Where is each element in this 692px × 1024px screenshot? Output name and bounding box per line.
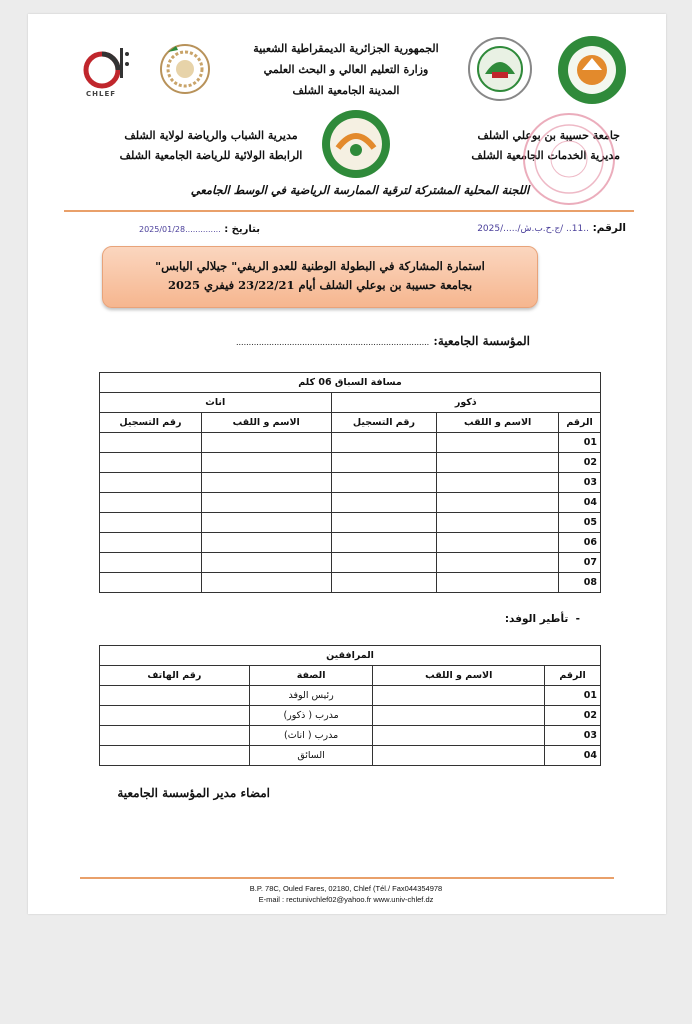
race-cell-male-name[interactable] bbox=[437, 513, 559, 533]
logo-caption: CHLEF bbox=[86, 90, 117, 98]
race-cell-female-reg[interactable] bbox=[100, 513, 202, 533]
race-cell-female-name[interactable] bbox=[201, 473, 331, 493]
institution-dots: ............................................................................ bbox=[235, 338, 430, 347]
race-cell-num: 06 bbox=[559, 533, 601, 553]
escort-row bbox=[100, 706, 601, 726]
race-row bbox=[100, 493, 601, 513]
escort-caption: المرافقين bbox=[100, 646, 601, 666]
race-cell-num: 05 bbox=[559, 513, 601, 533]
race-cell-num: 02 bbox=[559, 453, 601, 473]
race-cell-male-reg[interactable] bbox=[331, 573, 437, 593]
race-cell-num: 01 bbox=[559, 433, 601, 453]
signature-label: امضاء مدير المؤسسة الجامعية bbox=[117, 786, 270, 800]
escort-col-role: الصفة bbox=[249, 666, 373, 686]
escort-row bbox=[100, 726, 601, 746]
youth-directorate: مديرية الشباب والرياضة لولاية الشلف bbox=[124, 129, 298, 142]
escort-cell-name[interactable] bbox=[373, 686, 545, 706]
escort-cell-num: 02 bbox=[545, 706, 601, 726]
ref-date-label: بتاريخ : bbox=[224, 224, 260, 235]
col-male-reg: رقم التسجيل bbox=[331, 413, 437, 433]
escort-cell-role: رئيس الوفد bbox=[249, 686, 373, 706]
race-cell-female-reg[interactable] bbox=[100, 533, 202, 553]
escort-cell-phone[interactable] bbox=[100, 746, 250, 766]
header-city: المدينة الجامعية الشلف bbox=[292, 84, 400, 97]
header-divider bbox=[64, 210, 634, 212]
escort-row bbox=[100, 686, 601, 706]
race-cell-female-reg[interactable] bbox=[100, 473, 202, 493]
escort-cell-name[interactable] bbox=[373, 706, 545, 726]
ref-number-value: ..11.. /ج.ح.ب.ش/...../2025 bbox=[477, 224, 589, 234]
race-cell-male-reg[interactable] bbox=[331, 473, 437, 493]
escort-col-num: الرقم bbox=[545, 666, 601, 686]
form-title-box bbox=[102, 246, 538, 308]
race-cell-female-name[interactable] bbox=[201, 533, 331, 553]
footer-address: B.P. 78C, Ouled Fares, 02180, Chlef (Tél./ Fax044354978 bbox=[249, 884, 443, 893]
committee-name: اللجنة المحلية المشتركة لترقية الممارسة الرياضية في الوسط الجامعي bbox=[190, 183, 530, 197]
race-cell-female-reg[interactable] bbox=[100, 453, 202, 473]
escort-cell-role: السائق bbox=[249, 746, 373, 766]
race-cell-male-reg[interactable] bbox=[331, 553, 437, 573]
escort-table bbox=[99, 645, 601, 766]
escort-cell-num: 01 bbox=[545, 686, 601, 706]
race-cell-male-reg[interactable] bbox=[331, 513, 437, 533]
race-row bbox=[100, 533, 601, 553]
ref-date bbox=[110, 224, 260, 235]
escort-cell-role: مدرب ( ذكور) bbox=[249, 706, 373, 726]
race-cell-male-reg[interactable] bbox=[331, 533, 437, 553]
institution-label: المؤسسة الجامعية: bbox=[433, 334, 530, 348]
race-cell-male-reg[interactable] bbox=[331, 433, 437, 453]
race-caption: مسافة السباق 06 كلم bbox=[100, 373, 601, 393]
institution-field bbox=[150, 334, 530, 348]
sports-league-logo bbox=[320, 108, 392, 180]
escort-col-name: الاسم و اللقب bbox=[373, 666, 545, 686]
escort-cell-name[interactable] bbox=[373, 746, 545, 766]
escort-cell-name[interactable] bbox=[373, 726, 545, 746]
female-header: اناث bbox=[100, 393, 332, 413]
male-header: ذكور bbox=[331, 393, 600, 413]
race-cell-male-name[interactable] bbox=[437, 533, 559, 553]
race-table bbox=[99, 372, 601, 593]
race-cell-male-name[interactable] bbox=[437, 493, 559, 513]
race-cell-female-name[interactable] bbox=[201, 573, 331, 593]
university-left-logo bbox=[80, 44, 134, 102]
race-row bbox=[100, 473, 601, 493]
escort-cell-num: 03 bbox=[545, 726, 601, 746]
escort-cell-role: مدرب ( اناث) bbox=[249, 726, 373, 746]
race-cell-male-reg[interactable] bbox=[331, 493, 437, 513]
footer-divider bbox=[80, 877, 614, 879]
youth-sports-logo bbox=[158, 40, 212, 98]
bullet-dash: - bbox=[568, 613, 580, 625]
university-name: جامعة حسيبة بن بوعلي الشلف bbox=[477, 129, 620, 142]
sports-league: الرابطة الولائية للرياضة الجامعية الشلف bbox=[119, 149, 303, 162]
race-cell-num: 08 bbox=[559, 573, 601, 593]
col-male-name: الاسم و اللقب bbox=[437, 413, 559, 433]
race-row bbox=[100, 573, 601, 593]
delegation-label bbox=[440, 613, 580, 625]
race-cell-male-name[interactable] bbox=[437, 473, 559, 493]
form-title-line1: استمارة المشاركة في البطولة الوطنية للعدو الريفي" جيلالي اليابس" bbox=[155, 259, 485, 273]
escort-row bbox=[100, 746, 601, 766]
footer-contact: E-mail : rectunivchlef02@yahoo.fr www.univ-chlef.dz bbox=[258, 895, 434, 904]
race-cell-male-reg[interactable] bbox=[331, 453, 437, 473]
race-cell-male-name[interactable] bbox=[437, 453, 559, 473]
ref-number bbox=[396, 222, 626, 234]
escort-cell-phone[interactable] bbox=[100, 706, 250, 726]
race-cell-num: 07 bbox=[559, 553, 601, 573]
race-cell-female-name[interactable] bbox=[201, 513, 331, 533]
race-cell-female-reg[interactable] bbox=[100, 493, 202, 513]
race-cell-female-name[interactable] bbox=[201, 553, 331, 573]
escort-cell-phone[interactable] bbox=[100, 726, 250, 746]
race-row bbox=[100, 453, 601, 473]
race-cell-female-reg[interactable] bbox=[100, 433, 202, 453]
race-row bbox=[100, 553, 601, 573]
race-row bbox=[100, 513, 601, 533]
race-cell-male-name[interactable] bbox=[437, 553, 559, 573]
services-logo bbox=[556, 34, 628, 106]
race-cell-male-name[interactable] bbox=[437, 573, 559, 593]
race-cell-female-reg[interactable] bbox=[100, 573, 202, 593]
col-female-reg: رقم التسجيل bbox=[100, 413, 202, 433]
race-cell-female-name[interactable] bbox=[201, 433, 331, 453]
ref-date-value: ..............2025/01/28 bbox=[139, 225, 221, 234]
col-female-name: الاسم و اللقب bbox=[201, 413, 331, 433]
services-directorate: مديرية الخدمات الجامعية الشلف bbox=[471, 149, 620, 162]
residence-logo bbox=[467, 36, 533, 102]
header-republic: الجمهورية الجزائرية الديمقراطية الشعبية bbox=[253, 42, 439, 55]
form-title-line2: بجامعة حسيبة بن بوعلي الشلف أيام 23/22/21 فيفري 2025 bbox=[167, 278, 473, 292]
race-cell-num: 04 bbox=[559, 493, 601, 513]
col-num: الرقم bbox=[559, 413, 601, 433]
race-row bbox=[100, 433, 601, 453]
escort-col-phone: رقم الهاتف bbox=[100, 666, 250, 686]
header-ministry: وزارة التعليم العالي و البحث العلمي bbox=[263, 63, 429, 76]
race-cell-num: 03 bbox=[559, 473, 601, 493]
delegation-label-text: تأطير الوفد: bbox=[504, 613, 569, 625]
ref-number-label: الرقم: bbox=[592, 222, 626, 234]
race-cell-female-reg[interactable] bbox=[100, 553, 202, 573]
race-cell-male-name[interactable] bbox=[437, 433, 559, 453]
race-cell-female-name[interactable] bbox=[201, 493, 331, 513]
escort-cell-num: 04 bbox=[545, 746, 601, 766]
escort-cell-phone[interactable] bbox=[100, 686, 250, 706]
race-cell-female-name[interactable] bbox=[201, 453, 331, 473]
